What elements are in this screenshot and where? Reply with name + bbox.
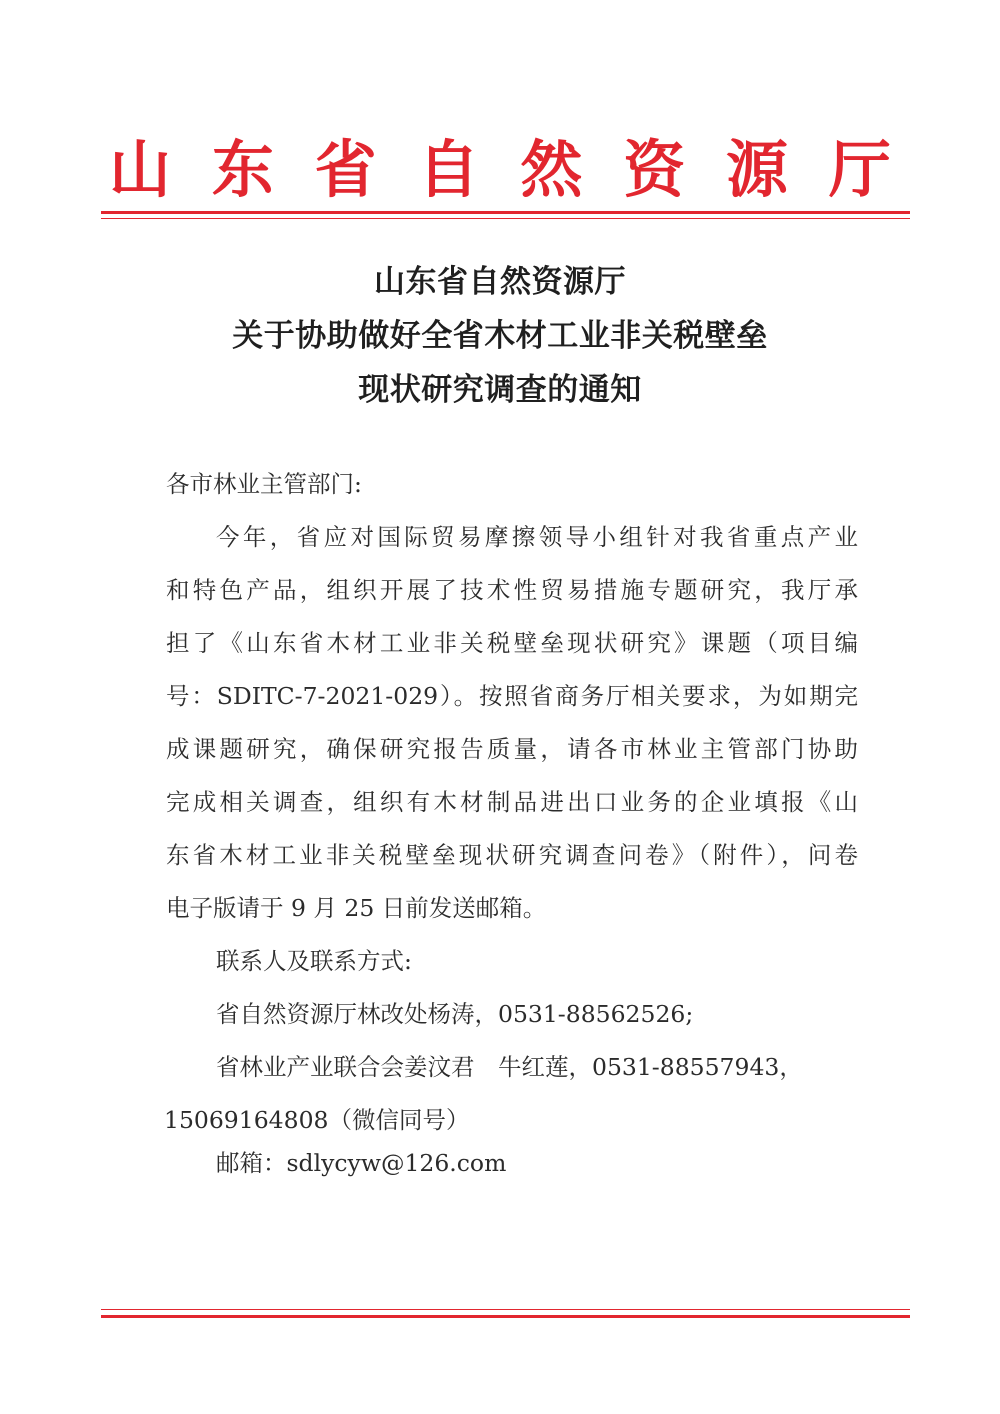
paragraph-line: 成课题研究，确保研究报告质量，请各市林业主管部门协助 xyxy=(166,735,858,763)
masthead xyxy=(100,128,900,212)
paragraph-line: 完成相关调查，组织有木材制品进出口业务的企业填报《山 xyxy=(166,788,858,816)
paragraph-line: 担了《山东省木材工业非关税壁垒现状研究》课题（项目编 xyxy=(166,629,858,657)
masthead-char: 源 xyxy=(726,133,789,206)
paragraph-line: 东省木材工业非关税壁垒现状研究调查问卷》（附件），问卷 xyxy=(166,841,858,869)
email-line: 邮箱：sdlycyw@126.com xyxy=(216,1149,507,1177)
document-title-line-1: 山东省自然资源厅 xyxy=(374,264,626,300)
masthead-char: 自 xyxy=(417,133,480,206)
paragraph-line: 电子版请于 9 月 25 日前发送邮箱。 xyxy=(166,894,547,922)
paragraph-line: 今年，省应对国际贸易摩擦领导小组针对我省重点产业 xyxy=(216,523,858,551)
paragraph-line: 号：SDITC-7-2021-029）。按照省商务厅相关要求，为如期完 xyxy=(166,682,858,710)
footer-divider-thin xyxy=(101,1309,910,1310)
footer-divider-thick xyxy=(101,1315,910,1318)
paragraph-line: 和特色产品，组织开展了技术性贸易措施专题研究，我厅承 xyxy=(166,576,858,604)
header-divider-thin xyxy=(101,218,910,219)
header-divider-thick xyxy=(101,211,910,214)
masthead-char: 资 xyxy=(623,133,686,206)
masthead-char: 然 xyxy=(520,133,583,206)
salutation: 各市林业主管部门: xyxy=(166,470,362,498)
contact-line: 省自然资源厅林改处杨涛，0531-88562526; xyxy=(216,1000,694,1028)
masthead-char: 东 xyxy=(211,133,274,206)
document-title-line-2: 关于协助做好全省木材工业非关税壁垒 xyxy=(232,318,768,354)
contact-line: 省林业产业联合会姜汶君 牛红莲，0531-88557943， xyxy=(216,1053,803,1081)
document-title-line-3: 现状研究调查的通知 xyxy=(358,372,642,408)
contact-heading: 联系人及联系方式: xyxy=(216,947,412,975)
masthead-char: 厅 xyxy=(828,133,891,206)
contact-line: 15069164808（微信同号） xyxy=(164,1106,470,1134)
masthead-char: 省 xyxy=(314,133,377,206)
masthead-char: 山 xyxy=(108,133,171,206)
